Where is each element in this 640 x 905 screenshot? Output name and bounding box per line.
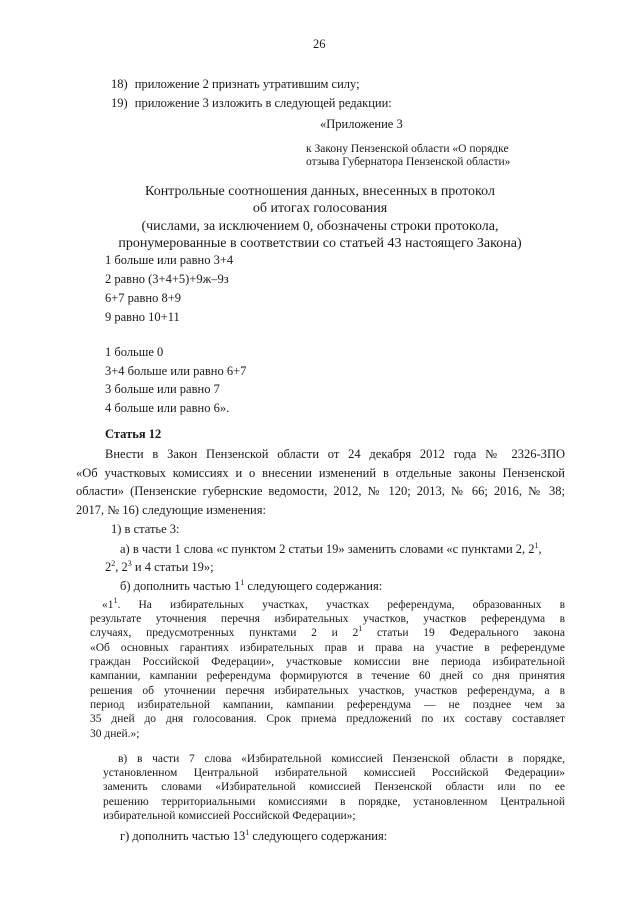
subpoint-a-text: и 4 статьи 19»; bbox=[131, 560, 214, 574]
relation-line: 4 больше или равно 6». bbox=[105, 401, 230, 415]
quote-line: 35 дней до дня голосования. Срок приема предложений по их составу составляет bbox=[90, 713, 565, 725]
subpoint-g-line bbox=[120, 829, 387, 844]
relation-line: 2 равно (3+4+5)+9ж–9з bbox=[105, 272, 229, 286]
subpoint-v-line: решению территориальными комиссиями в порядке, установленном Центральной bbox=[103, 796, 565, 808]
article-intro-line: области» (Пензенские губернские ведомости, 2012, № 120; 2013, № 66; 2016, № 38; bbox=[76, 484, 565, 498]
superscript: 1 bbox=[240, 578, 245, 587]
section-heading-line: пронумерованные в соответствии со статьей 43 настоящего Закона) bbox=[118, 236, 522, 251]
subpoint-a-line bbox=[105, 560, 214, 575]
subpoint-a-text: а) в части 1 слова «с пунктом 2 статьи 19» заменить словами «с пунктами 2, 2 bbox=[120, 542, 535, 556]
subpoint-b-line bbox=[120, 579, 382, 594]
relation-line: 3 больше или равно 7 bbox=[105, 382, 220, 396]
subpoint-a-text: , 2 bbox=[115, 560, 128, 574]
superscript: 3 bbox=[127, 559, 132, 568]
quote-line: период избирательной кампании, кампании референдума — не позднее чем за bbox=[90, 699, 565, 711]
section-heading-line: (числами, за исключением 0, обозначены строки протокола, bbox=[141, 219, 499, 234]
relation-line: 1 больше 0 bbox=[105, 345, 164, 359]
list-item-number: 19) bbox=[111, 96, 128, 110]
quote-text: статьи 19 Федерального закона bbox=[362, 627, 565, 639]
quote-line bbox=[90, 626, 565, 640]
quote-line: результате уточнения перечня избирательных участков, участков референдума в bbox=[90, 613, 565, 625]
subpoint-b-text: следующего содержания: bbox=[244, 579, 383, 593]
subpoint-v-line: избирательной комиссией Российской Федерации»; bbox=[103, 810, 356, 822]
subpoint-v-line: в) в части 7 слова «Избирательной комиссией Пензенской области в порядке, bbox=[118, 753, 565, 765]
subpoint-g-text: следующего содержания: bbox=[249, 829, 388, 843]
appendix-ref-line: к Закону Пензенской области «О порядке bbox=[306, 143, 509, 155]
quote-text: «1 bbox=[102, 599, 114, 611]
section-heading-line: Контрольные соотношения данных, внесенных в протокол bbox=[145, 184, 495, 199]
superscript: 1 bbox=[113, 596, 118, 605]
relation-line: 1 больше или равно 3+4 bbox=[105, 253, 234, 267]
list-item-text: приложение 3 изложить в следующей редакции: bbox=[134, 96, 392, 110]
subpoint-b-text: б) дополнить частью 1 bbox=[120, 579, 241, 593]
relation-line: 6+7 равно 8+9 bbox=[105, 291, 181, 305]
subpoint-a-text: , bbox=[538, 542, 542, 556]
quote-line: 30 дней.»; bbox=[90, 728, 140, 740]
section-heading-line: об итогах голосования bbox=[252, 201, 388, 216]
quote-line: решения об уточнении перечня избирательных участков, участков референдума, а в bbox=[90, 685, 565, 697]
superscript: 1 bbox=[534, 541, 539, 550]
subpoint-a-text: 2 bbox=[105, 560, 112, 574]
list-item-number: 18) bbox=[111, 77, 128, 91]
page-number: 26 bbox=[313, 37, 326, 51]
subpoint-g-text: г) дополнить частью 13 bbox=[120, 829, 246, 843]
article-intro-line: Внести в Закон Пензенской области от 24 декабря 2012 года № 2326-ЗПО bbox=[105, 447, 565, 461]
quote-line: граждан Российской Федерации», участковые комиссии вне периода избирательной bbox=[90, 656, 565, 668]
appendix-ref-line: отзыва Губернатора Пензенской области» bbox=[306, 156, 511, 168]
subpoint-v-line: установленном Центральной избирательной комиссией Российской Федерации» bbox=[103, 767, 565, 779]
relation-line: 3+4 больше или равно 6+7 bbox=[105, 364, 247, 378]
subpoint-a-line bbox=[120, 542, 542, 557]
article-intro-line: 2017, № 16) следующие изменения: bbox=[76, 503, 266, 517]
list-item bbox=[111, 77, 360, 92]
quote-line: кампании, кампании референдума формируются в течение 60 дней со дня принятия bbox=[90, 670, 565, 682]
relation-line: 9 равно 10+11 bbox=[105, 310, 180, 324]
quote-text: . На избирательных участках, участках референдума, образованных в bbox=[117, 599, 565, 611]
superscript: 2 bbox=[111, 559, 116, 568]
quote-text: случаях, предусмотренных пунктами 2 и 2 bbox=[90, 627, 359, 639]
list-item bbox=[111, 96, 392, 111]
quote-line bbox=[102, 598, 565, 612]
quote-line: «Об основных гарантиях избирательных прав и права на участие в референдуме bbox=[90, 642, 565, 654]
point-line: 1) в статье 3: bbox=[111, 522, 180, 536]
article-title: Статья 12 bbox=[105, 427, 162, 441]
article-intro-line: «Об участковых комиссиях и о внесении изменений в отдельные законы Пензенской bbox=[76, 466, 565, 480]
appendix-title: «Приложение 3 bbox=[320, 117, 403, 131]
superscript: 1 bbox=[245, 828, 250, 837]
list-item-text: приложение 2 признать утратившим силу; bbox=[134, 77, 360, 91]
subpoint-v-line: заменить словами «Избирательной комиссией Пензенской области или по ее bbox=[103, 781, 565, 793]
superscript: 1 bbox=[358, 624, 363, 633]
